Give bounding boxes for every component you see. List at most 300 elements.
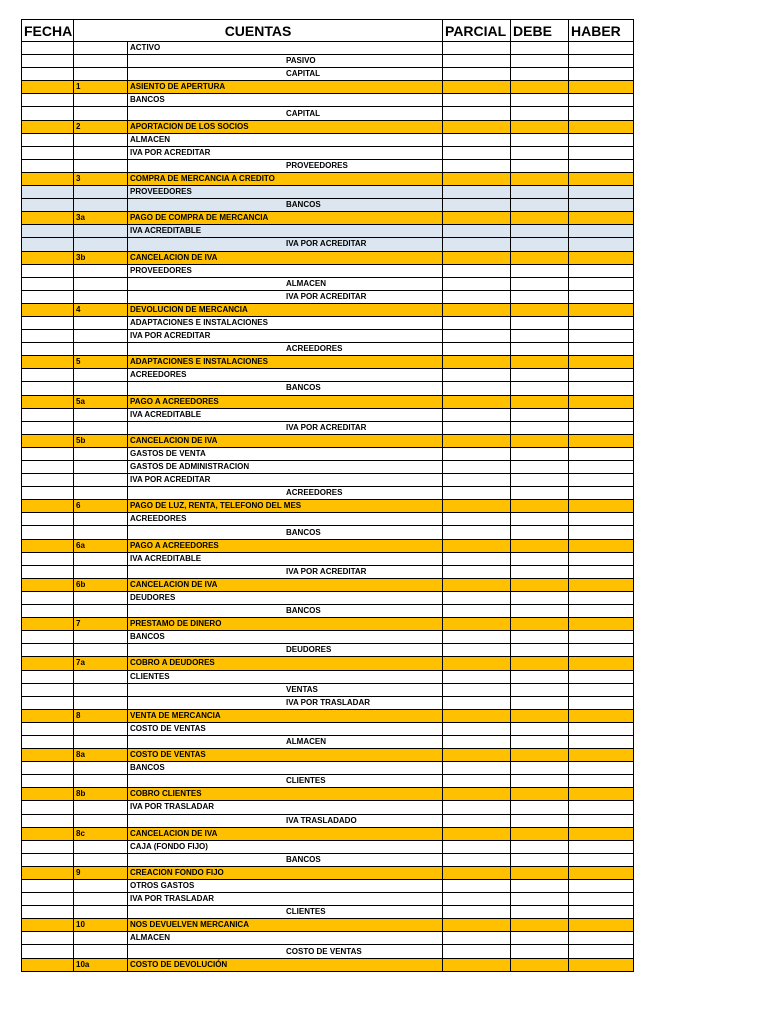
cell-fecha[interactable] [22,880,74,893]
cell-haber[interactable] [569,172,634,185]
cell-entry-number[interactable] [74,382,128,395]
cell-entry-number[interactable]: 7 [74,618,128,631]
cell-fecha[interactable] [22,277,74,290]
cell-fecha[interactable] [22,539,74,552]
cell-haber[interactable] [569,356,634,369]
cell-haber[interactable] [569,290,634,303]
cell-fecha[interactable] [22,120,74,133]
cell-haber[interactable] [569,68,634,81]
cell-account[interactable]: APORTACION DE LOS SOCIOS [128,120,443,133]
cell-account[interactable]: IVA POR ACREDITAR [128,565,443,578]
cell-fecha[interactable] [22,618,74,631]
cell-fecha[interactable] [22,343,74,356]
cell-haber[interactable] [569,696,634,709]
cell-debe[interactable] [511,670,569,683]
cell-debe[interactable] [511,421,569,434]
cell-account[interactable]: PASIVO [128,55,443,68]
cell-parcial[interactable] [443,840,511,853]
cell-debe[interactable] [511,500,569,513]
cell-debe[interactable] [511,107,569,120]
cell-parcial[interactable] [443,919,511,932]
cell-fecha[interactable] [22,172,74,185]
cell-haber[interactable] [569,330,634,343]
cell-account[interactable]: IVA POR ACREDITAR [128,146,443,159]
cell-parcial[interactable] [443,801,511,814]
cell-fecha[interactable] [22,68,74,81]
cell-parcial[interactable] [443,172,511,185]
cell-debe[interactable] [511,591,569,604]
cell-fecha[interactable] [22,801,74,814]
cell-haber[interactable] [569,343,634,356]
cell-haber[interactable] [569,670,634,683]
cell-parcial[interactable] [443,316,511,329]
cell-entry-number[interactable] [74,474,128,487]
cell-debe[interactable] [511,408,569,421]
cell-entry-number[interactable] [74,722,128,735]
cell-parcial[interactable] [443,434,511,447]
cell-debe[interactable] [511,212,569,225]
cell-entry-number[interactable]: 10a [74,958,128,971]
cell-account[interactable]: COMPRA DE MERCANCIA A CREDITO [128,172,443,185]
cell-entry-number[interactable]: 10 [74,919,128,932]
cell-fecha[interactable] [22,382,74,395]
cell-parcial[interactable] [443,814,511,827]
cell-account[interactable]: GASTOS DE ADMINISTRACION [128,461,443,474]
cell-haber[interactable] [569,107,634,120]
cell-entry-number[interactable] [74,369,128,382]
cell-fecha[interactable] [22,513,74,526]
cell-fecha[interactable] [22,408,74,421]
cell-account[interactable]: COSTO DE VENTAS [128,722,443,735]
cell-debe[interactable] [511,958,569,971]
cell-debe[interactable] [511,762,569,775]
cell-haber[interactable] [569,487,634,500]
cell-fecha[interactable] [22,356,74,369]
cell-debe[interactable] [511,749,569,762]
cell-debe[interactable] [511,605,569,618]
cell-parcial[interactable] [443,68,511,81]
cell-account[interactable]: IVA ACREDITABLE [128,225,443,238]
cell-fecha[interactable] [22,788,74,801]
cell-account[interactable]: ADAPTACIONES E INSTALACIONES [128,316,443,329]
cell-entry-number[interactable] [74,853,128,866]
cell-debe[interactable] [511,343,569,356]
cell-parcial[interactable] [443,526,511,539]
cell-debe[interactable] [511,526,569,539]
cell-account[interactable]: CLIENTES [128,670,443,683]
cell-fecha[interactable] [22,565,74,578]
cell-haber[interactable] [569,866,634,879]
cell-parcial[interactable] [443,605,511,618]
cell-parcial[interactable] [443,421,511,434]
cell-parcial[interactable] [443,251,511,264]
cell-parcial[interactable] [443,199,511,212]
cell-account[interactable]: BANCOS [128,526,443,539]
cell-entry-number[interactable]: 5 [74,356,128,369]
cell-fecha[interactable] [22,919,74,932]
cell-fecha[interactable] [22,670,74,683]
cell-account[interactable]: IVA POR TRASLADAR [128,893,443,906]
cell-debe[interactable] [511,906,569,919]
cell-debe[interactable] [511,447,569,460]
cell-haber[interactable] [569,762,634,775]
cell-haber[interactable] [569,238,634,251]
cell-account[interactable]: ACREEDORES [128,343,443,356]
cell-haber[interactable] [569,893,634,906]
cell-haber[interactable] [569,369,634,382]
cell-haber[interactable] [569,945,634,958]
cell-haber[interactable] [569,159,634,172]
cell-fecha[interactable] [22,958,74,971]
cell-parcial[interactable] [443,565,511,578]
cell-fecha[interactable] [22,303,74,316]
cell-entry-number[interactable] [74,42,128,55]
cell-entry-number[interactable] [74,565,128,578]
cell-haber[interactable] [569,919,634,932]
cell-parcial[interactable] [443,382,511,395]
cell-debe[interactable] [511,919,569,932]
cell-fecha[interactable] [22,42,74,55]
cell-haber[interactable] [569,657,634,670]
cell-haber[interactable] [569,932,634,945]
cell-parcial[interactable] [443,277,511,290]
cell-fecha[interactable] [22,133,74,146]
cell-debe[interactable] [511,618,569,631]
cell-account[interactable]: IVA POR ACREDITAR [128,238,443,251]
cell-entry-number[interactable]: 2 [74,120,128,133]
cell-account[interactable]: CAPITAL [128,68,443,81]
cell-entry-number[interactable] [74,94,128,107]
cell-parcial[interactable] [443,827,511,840]
cell-account[interactable]: CLIENTES [128,775,443,788]
cell-fecha[interactable] [22,709,74,722]
cell-parcial[interactable] [443,238,511,251]
cell-debe[interactable] [511,853,569,866]
cell-haber[interactable] [569,251,634,264]
cell-account[interactable]: IVA POR ACREDITAR [128,290,443,303]
cell-haber[interactable] [569,199,634,212]
cell-entry-number[interactable] [74,277,128,290]
cell-entry-number[interactable] [74,840,128,853]
cell-haber[interactable] [569,735,634,748]
cell-debe[interactable] [511,330,569,343]
cell-fecha[interactable] [22,631,74,644]
cell-fecha[interactable] [22,552,74,565]
cell-haber[interactable] [569,552,634,565]
cell-fecha[interactable] [22,81,74,94]
cell-fecha[interactable] [22,853,74,866]
cell-debe[interactable] [511,81,569,94]
cell-account[interactable]: BANCOS [128,94,443,107]
cell-fecha[interactable] [22,316,74,329]
cell-entry-number[interactable] [74,526,128,539]
cell-haber[interactable] [569,526,634,539]
cell-debe[interactable] [511,238,569,251]
cell-debe[interactable] [511,264,569,277]
cell-entry-number[interactable] [74,238,128,251]
cell-debe[interactable] [511,827,569,840]
cell-haber[interactable] [569,749,634,762]
cell-fecha[interactable] [22,683,74,696]
cell-entry-number[interactable] [74,775,128,788]
cell-debe[interactable] [511,369,569,382]
cell-account[interactable]: BANCOS [128,762,443,775]
cell-entry-number[interactable]: 6a [74,539,128,552]
cell-haber[interactable] [569,408,634,421]
column-header-parcial[interactable]: PARCIAL [443,20,511,42]
cell-haber[interactable] [569,906,634,919]
cell-haber[interactable] [569,539,634,552]
cell-entry-number[interactable] [74,605,128,618]
cell-debe[interactable] [511,434,569,447]
cell-haber[interactable] [569,434,634,447]
cell-parcial[interactable] [443,513,511,526]
cell-account[interactable]: CREACION FONDO FIJO [128,866,443,879]
cell-entry-number[interactable] [74,644,128,657]
cell-entry-number[interactable] [74,55,128,68]
cell-entry-number[interactable] [74,552,128,565]
cell-parcial[interactable] [443,788,511,801]
cell-entry-number[interactable] [74,159,128,172]
cell-parcial[interactable] [443,880,511,893]
cell-parcial[interactable] [443,631,511,644]
cell-account[interactable]: PAGO A ACREEDORES [128,395,443,408]
cell-account[interactable]: GASTOS DE VENTA [128,447,443,460]
cell-fecha[interactable] [22,762,74,775]
cell-parcial[interactable] [443,94,511,107]
cell-account[interactable]: CANCELACION DE IVA [128,251,443,264]
column-header-haber[interactable]: HABER [569,20,634,42]
cell-haber[interactable] [569,631,634,644]
cell-entry-number[interactable] [74,107,128,120]
cell-debe[interactable] [511,461,569,474]
cell-entry-number[interactable]: 4 [74,303,128,316]
cell-haber[interactable] [569,618,634,631]
cell-parcial[interactable] [443,670,511,683]
cell-debe[interactable] [511,159,569,172]
cell-parcial[interactable] [443,709,511,722]
cell-haber[interactable] [569,591,634,604]
cell-haber[interactable] [569,644,634,657]
cell-account[interactable]: BANCOS [128,853,443,866]
cell-fecha[interactable] [22,186,74,199]
cell-debe[interactable] [511,657,569,670]
cell-parcial[interactable] [443,186,511,199]
column-header-fecha[interactable]: FECHA [22,20,74,42]
cell-haber[interactable] [569,814,634,827]
cell-parcial[interactable] [443,120,511,133]
cell-haber[interactable] [569,212,634,225]
cell-debe[interactable] [511,552,569,565]
cell-debe[interactable] [511,565,569,578]
cell-account[interactable]: CLIENTES [128,906,443,919]
cell-haber[interactable] [569,474,634,487]
cell-haber[interactable] [569,722,634,735]
cell-debe[interactable] [511,880,569,893]
cell-haber[interactable] [569,578,634,591]
cell-entry-number[interactable] [74,696,128,709]
cell-entry-number[interactable] [74,906,128,919]
cell-haber[interactable] [569,421,634,434]
cell-account[interactable]: ACREEDORES [128,513,443,526]
cell-account[interactable]: PRESTAMO DE DINERO [128,618,443,631]
cell-fecha[interactable] [22,55,74,68]
cell-debe[interactable] [511,277,569,290]
cell-parcial[interactable] [443,487,511,500]
cell-account[interactable]: PROVEEDORES [128,186,443,199]
cell-account[interactable]: CANCELACION DE IVA [128,827,443,840]
cell-debe[interactable] [511,866,569,879]
cell-haber[interactable] [569,81,634,94]
cell-haber[interactable] [569,958,634,971]
cell-entry-number[interactable] [74,487,128,500]
cell-debe[interactable] [511,709,569,722]
cell-debe[interactable] [511,735,569,748]
cell-debe[interactable] [511,840,569,853]
cell-entry-number[interactable]: 8c [74,827,128,840]
cell-account[interactable]: COSTO DE VENTAS [128,945,443,958]
cell-account[interactable]: DEUDORES [128,591,443,604]
cell-debe[interactable] [511,290,569,303]
cell-debe[interactable] [511,513,569,526]
cell-account[interactable]: IVA POR TRASLADAR [128,801,443,814]
cell-account[interactable]: PROVEEDORES [128,159,443,172]
cell-fecha[interactable] [22,461,74,474]
cell-parcial[interactable] [443,42,511,55]
cell-parcial[interactable] [443,591,511,604]
cell-debe[interactable] [511,631,569,644]
cell-debe[interactable] [511,644,569,657]
cell-parcial[interactable] [443,775,511,788]
cell-parcial[interactable] [443,893,511,906]
cell-fecha[interactable] [22,526,74,539]
cell-debe[interactable] [511,303,569,316]
column-header-cuentas[interactable]: CUENTAS [74,20,443,42]
cell-account[interactable]: IVA ACREDITABLE [128,408,443,421]
cell-debe[interactable] [511,474,569,487]
cell-account[interactable]: IVA POR ACREDITAR [128,474,443,487]
cell-parcial[interactable] [443,212,511,225]
cell-parcial[interactable] [443,683,511,696]
cell-fecha[interactable] [22,159,74,172]
cell-parcial[interactable] [443,945,511,958]
cell-parcial[interactable] [443,133,511,146]
cell-entry-number[interactable] [74,801,128,814]
cell-parcial[interactable] [443,408,511,421]
cell-entry-number[interactable] [74,343,128,356]
cell-fecha[interactable] [22,212,74,225]
cell-parcial[interactable] [443,264,511,277]
cell-entry-number[interactable] [74,225,128,238]
cell-parcial[interactable] [443,474,511,487]
cell-fecha[interactable] [22,644,74,657]
cell-haber[interactable] [569,146,634,159]
cell-parcial[interactable] [443,159,511,172]
cell-account[interactable]: IVA ACREDITABLE [128,552,443,565]
cell-haber[interactable] [569,316,634,329]
cell-fecha[interactable] [22,893,74,906]
cell-entry-number[interactable] [74,330,128,343]
cell-debe[interactable] [511,199,569,212]
cell-fecha[interactable] [22,605,74,618]
cell-account[interactable]: ACREEDORES [128,369,443,382]
cell-haber[interactable] [569,382,634,395]
cell-fecha[interactable] [22,696,74,709]
cell-fecha[interactable] [22,657,74,670]
cell-haber[interactable] [569,500,634,513]
cell-parcial[interactable] [443,932,511,945]
cell-entry-number[interactable] [74,199,128,212]
cell-account[interactable]: ALMACEN [128,277,443,290]
cell-debe[interactable] [511,68,569,81]
cell-debe[interactable] [511,356,569,369]
cell-account[interactable]: PAGO DE COMPRA DE MERCANCIA [128,212,443,225]
cell-account[interactable]: CANCELACION DE IVA [128,578,443,591]
cell-fecha[interactable] [22,330,74,343]
cell-debe[interactable] [511,42,569,55]
cell-parcial[interactable] [443,958,511,971]
cell-parcial[interactable] [443,749,511,762]
cell-entry-number[interactable] [74,461,128,474]
cell-fecha[interactable] [22,840,74,853]
cell-account[interactable]: DEVOLUCION DE MERCANCIA [128,303,443,316]
cell-account[interactable]: ACREEDORES [128,487,443,500]
cell-fecha[interactable] [22,369,74,382]
cell-account[interactable]: COSTO DE VENTAS [128,749,443,762]
cell-debe[interactable] [511,172,569,185]
cell-parcial[interactable] [443,618,511,631]
cell-fecha[interactable] [22,290,74,303]
cell-fecha[interactable] [22,421,74,434]
cell-fecha[interactable] [22,906,74,919]
cell-fecha[interactable] [22,749,74,762]
cell-haber[interactable] [569,186,634,199]
cell-fecha[interactable] [22,264,74,277]
cell-haber[interactable] [569,709,634,722]
cell-parcial[interactable] [443,55,511,68]
cell-account[interactable]: NOS DEVUELVEN MERCANICA [128,919,443,932]
cell-debe[interactable] [511,316,569,329]
cell-haber[interactable] [569,853,634,866]
cell-entry-number[interactable] [74,591,128,604]
cell-haber[interactable] [569,605,634,618]
cell-parcial[interactable] [443,146,511,159]
cell-debe[interactable] [511,945,569,958]
cell-entry-number[interactable] [74,421,128,434]
cell-parcial[interactable] [443,866,511,879]
cell-account[interactable]: COBRO A DEUDORES [128,657,443,670]
cell-parcial[interactable] [443,696,511,709]
cell-parcial[interactable] [443,225,511,238]
cell-entry-number[interactable] [74,290,128,303]
cell-entry-number[interactable] [74,893,128,906]
cell-fecha[interactable] [22,395,74,408]
cell-haber[interactable] [569,42,634,55]
cell-account[interactable]: IVA POR ACREDITAR [128,421,443,434]
cell-entry-number[interactable] [74,670,128,683]
cell-entry-number[interactable]: 3 [74,172,128,185]
cell-haber[interactable] [569,775,634,788]
cell-fecha[interactable] [22,474,74,487]
cell-account[interactable]: ADAPTACIONES E INSTALACIONES [128,356,443,369]
cell-entry-number[interactable] [74,447,128,460]
cell-account[interactable]: ACTIVO [128,42,443,55]
cell-entry-number[interactable] [74,133,128,146]
cell-debe[interactable] [511,146,569,159]
cell-debe[interactable] [511,578,569,591]
cell-fecha[interactable] [22,814,74,827]
cell-debe[interactable] [511,932,569,945]
